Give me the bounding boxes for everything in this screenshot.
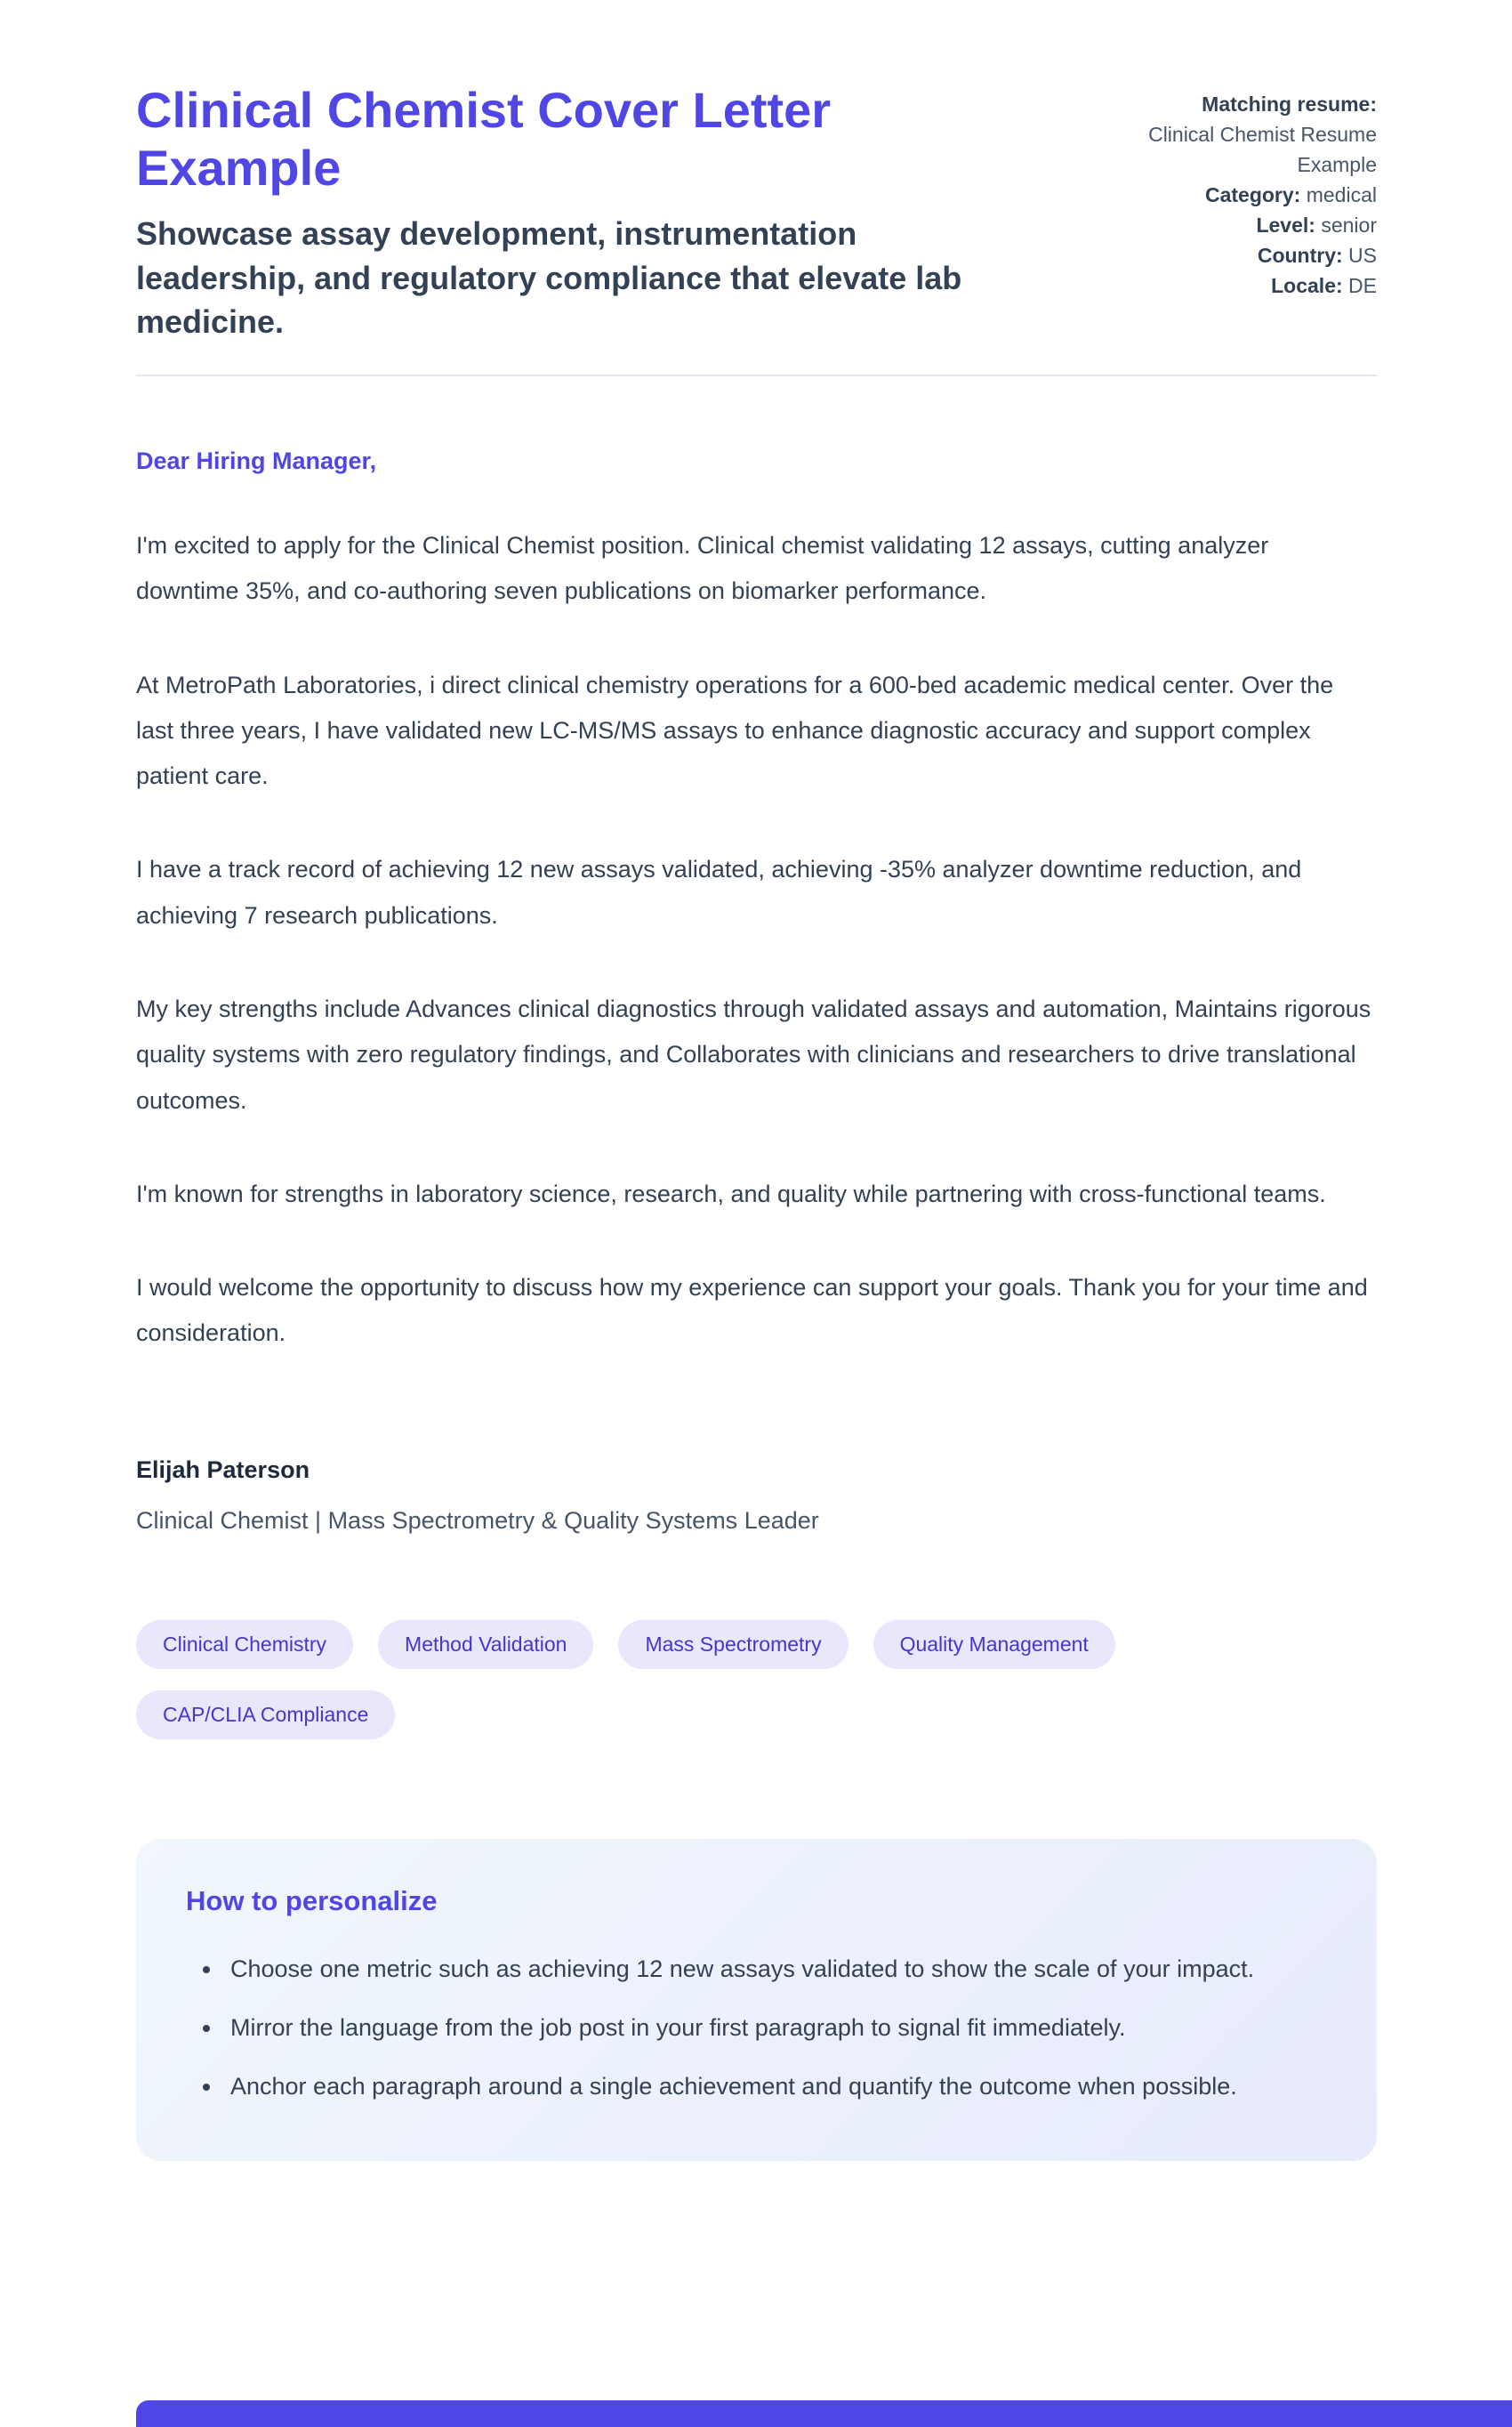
meta-field-category [1099, 180, 1377, 210]
resume-meta [1099, 82, 1377, 301]
meta-field-locale [1099, 270, 1377, 301]
tag-list [136, 1620, 1248, 1739]
meta-field-value: senior [1321, 214, 1377, 238]
header-divider [136, 375, 1377, 376]
personalize-title: How to personalize [186, 1884, 438, 1916]
tag-quality-management[interactable]: Quality Management [873, 1620, 1115, 1669]
tag-clinical-chemistry[interactable]: Clinical Chemistry [136, 1620, 353, 1669]
meta-field-level [1099, 210, 1377, 240]
matching-resume-label: Matching resume: [1202, 93, 1377, 116]
meta-field-value: DE [1348, 274, 1377, 298]
page-title: Clinical Chemist Cover Letter Example [136, 82, 832, 196]
letter-paragraph-2: At MetroPath Laboratories, i direct clinical chemistry operations for a 600-bed academic medical center. Over the last three years, I have validated new LC-MS/MS assays to enhance diagnostic accuracy and support complex patient care. [136, 671, 1334, 790]
letter-body [0, 448, 1512, 2161]
meta-field-label: Locale: [1271, 274, 1343, 298]
meta-field-value: medical [1306, 183, 1377, 207]
matching-resume-label-line [1099, 89, 1377, 119]
signature-name: Elijah Paterson [136, 1455, 310, 1483]
letter-paragraph-4: My key strengths include Advances clinical diagnostics through validated assays and automation, Maintains rigorous quality systems with zero regulatory findings, and Collaborates with clinicians and researchers to drive translational outcomes. [136, 996, 1371, 1114]
header-title-block [136, 82, 1052, 344]
letter-paragraph-3: I have a track record of achieving 12 new assays validated, achieving -35% analyzer downtime reduction, and achieving 7 research publications. [136, 856, 1302, 929]
meta-field-label: Level: [1256, 214, 1315, 238]
footer-bar [136, 2400, 1512, 2427]
meta-field-country [1099, 240, 1377, 270]
letter-paragraph-6: I would welcome the opportunity to discuss how my experience can support your goals. Thank you for your time and consideration. [136, 1274, 1368, 1347]
meta-field-label: Category: [1204, 183, 1301, 207]
personalize-tip-3: • Anchor each paragraph around a single achievement and quantify the outcome when possible. [223, 2065, 1327, 2109]
signature-role: Clinical Chemist | Mass Spectrometry & Quality Systems Leader [136, 1506, 819, 1534]
personalize-tip-list [186, 1947, 1327, 2109]
tag-mass-spectrometry[interactable]: Mass Spectrometry [618, 1620, 848, 1669]
letter-paragraph-1: I'm excited to apply for the Clinical Chemist position. Clinical chemist validating 12 assays, cutting analyzer downtime 35%, and co-authoring seven publications on biomarker performance. [136, 531, 1269, 605]
personalize-tip-1: • Choose one metric such as achieving 12 new assays validated to show the scale of your impact. [223, 1947, 1327, 1992]
tag-method-validation[interactable]: Method Validation [378, 1620, 593, 1669]
personalize-box [136, 1839, 1377, 2161]
letter-paragraph-5: I'm known for strengths in laboratory science, research, and quality while partnering with cross-functional teams. [136, 1180, 1326, 1207]
matching-resume-value: Clinical Chemist Resume Example [1148, 123, 1377, 177]
meta-field-label: Country: [1257, 244, 1343, 268]
page-subtitle: Showcase assay development, instrumentation leadership, and regulatory compliance that elevate lab medicine. [136, 214, 962, 341]
header [0, 0, 1512, 344]
personalize-tip-2: • Mirror the language from the job post in your first paragraph to signal fit immediately. [223, 2006, 1327, 2051]
salutation: Dear Hiring Manager, [136, 447, 377, 474]
meta-field-value: US [1348, 244, 1377, 268]
tag-cap-clia-compliance[interactable]: CAP/CLIA Compliance [136, 1690, 395, 1739]
